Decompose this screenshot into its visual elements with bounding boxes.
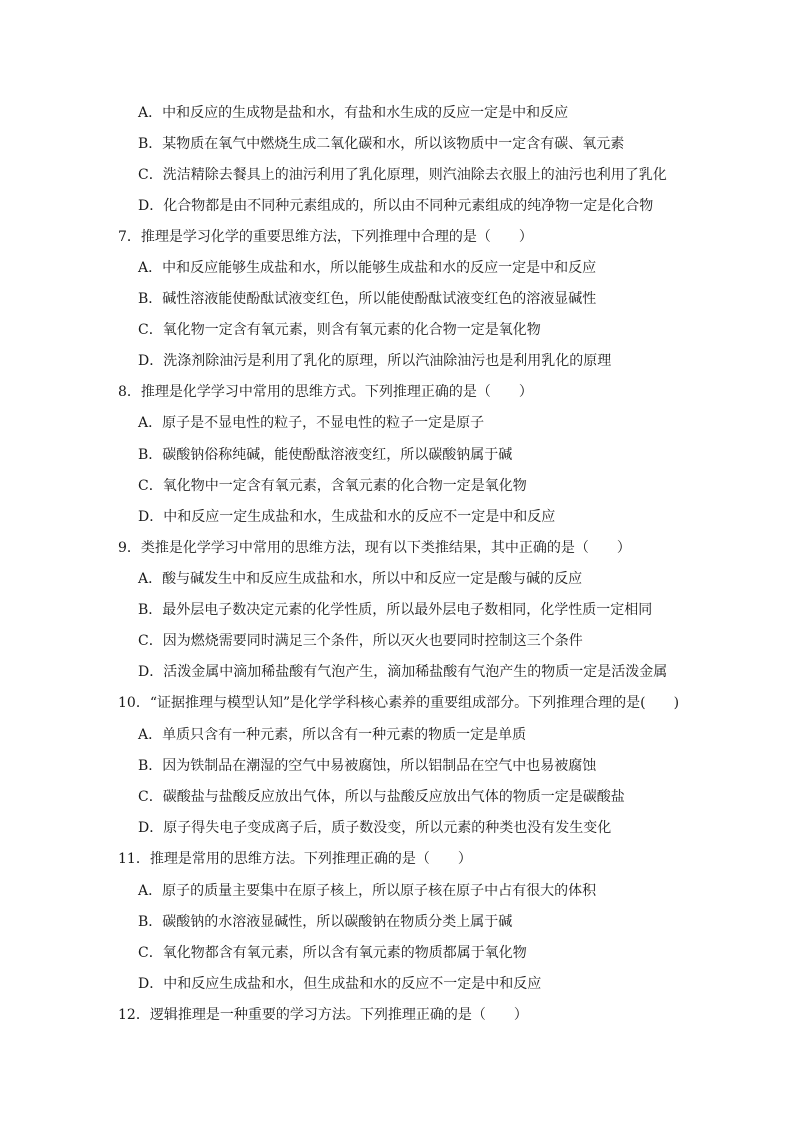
question-8-option-c: C．氧化物中一定含有氧元素，含氧元素的化合物一定是氧化物 [138, 478, 527, 494]
question-7-stem: 7．推理是学习化学的重要思维方法，下列推理中合理的是（ ） [118, 229, 533, 245]
question-7-option-c: C．氧化物一定含有氧元素，则含有氧元素的化合物一定是氧化物 [138, 322, 541, 338]
question-12-stem: 12．逻辑推理是一种重要的学习方法。下列推理正确的是（ ） [118, 1007, 528, 1023]
prev-option-b: B．某物质在氧气中燃烧生成二氧化碳和水，所以该物质中一定含有碳、氧元素 [138, 136, 625, 152]
question-11-option-c: C．氧化物都含有氧元素，所以含有氧元素的物质都属于氧化物 [138, 945, 527, 961]
question-10-option-d: D．原子得失电子变成离子后，质子数没变，所以元素的种类也没有发生变化 [138, 820, 612, 836]
question-10-stem: 10．“证据推理与模型认知”是化学学科核心素养的重要组成部分。下列推理合理的是( ) [118, 695, 680, 711]
question-11-stem: 11．推理是常用的思维方法。下列推理正确的是（ ） [118, 851, 472, 867]
question-8-stem: 8．推理是化学学习中常用的思维方式。下列推理正确的是（ ） [118, 384, 533, 400]
question-9-option-c: C．因为燃烧需要同时满足三个条件，所以灭火也要同时控制这三个条件 [138, 633, 583, 649]
question-8-option-b: B．碳酸钠俗称纯碱，能使酚酞溶液变红，所以碳酸钠属于碱 [138, 447, 513, 463]
prev-option-c: C．洗洁精除去餐具上的油污利用了乳化原理，则汽油除去衣服上的油污也利用了乳化 [138, 167, 667, 183]
prev-option-d: D．化合物都是由不同种元素组成的，所以由不同种元素组成的纯净物一定是化合物 [138, 198, 654, 214]
question-11-option-a: A．原子的质量主要集中在原子核上，所以原子核在原子中占有很大的体积 [138, 883, 597, 899]
question-10-option-a: A．单质只含有一种元素，所以含有一种元素的物质一定是单质 [138, 727, 527, 743]
question-7-option-a: A．中和反应能够生成盐和水，所以能够生成盐和水的反应一定是中和反应 [138, 260, 597, 276]
question-7-option-d: D．洗涤剂除油污是利用了乳化的原理，所以汽油除油污也是利用乳化的原理 [138, 353, 612, 369]
question-11-option-b: B．碳酸钠的水溶液显碱性，所以碳酸钠在物质分类上属于碱 [138, 914, 513, 930]
prev-option-a: A．中和反应的生成物是盐和水，有盐和水生成的反应一定是中和反应 [138, 105, 569, 121]
question-8-option-d: D．中和反应一定生成盐和水，生成盐和水的反应不一定是中和反应 [138, 509, 556, 525]
question-7-option-b: B．碱性溶液能使酚酞试液变红色，所以能使酚酞试液变红色的溶液显碱性 [138, 291, 597, 307]
question-10-option-c: C．碳酸盐与盐酸反应放出气体，所以与盐酸反应放出气体的物质一定是碳酸盐 [138, 789, 625, 805]
question-11-option-d: D．中和反应生成盐和水，但生成盐和水的反应不一定是中和反应 [138, 976, 542, 992]
question-9-option-a: A．酸与碱发生中和反应生成盐和水，所以中和反应一定是酸与碱的反应 [138, 571, 583, 587]
question-10-option-b: B．因为铁制品在潮湿的空气中易被腐蚀，所以铝制品在空气中也易被腐蚀 [138, 758, 597, 774]
question-9-option-d: D．活泼金属中滴加稀盐酸有气泡产生，滴加稀盐酸有气泡产生的物质一定是活泼金属 [138, 664, 668, 680]
question-9-option-b: B．最外层电子数决定元素的化学性质，所以最外层电子数相同，化学性质一定相同 [138, 602, 653, 618]
question-9-stem: 9．类推是化学学习中常用的思维方法，现有以下类推结果，其中正确的是（ ） [118, 540, 631, 556]
question-8-option-a: A．原子是不显电性的粒子，不显电性的粒子一定是原子 [138, 415, 485, 431]
